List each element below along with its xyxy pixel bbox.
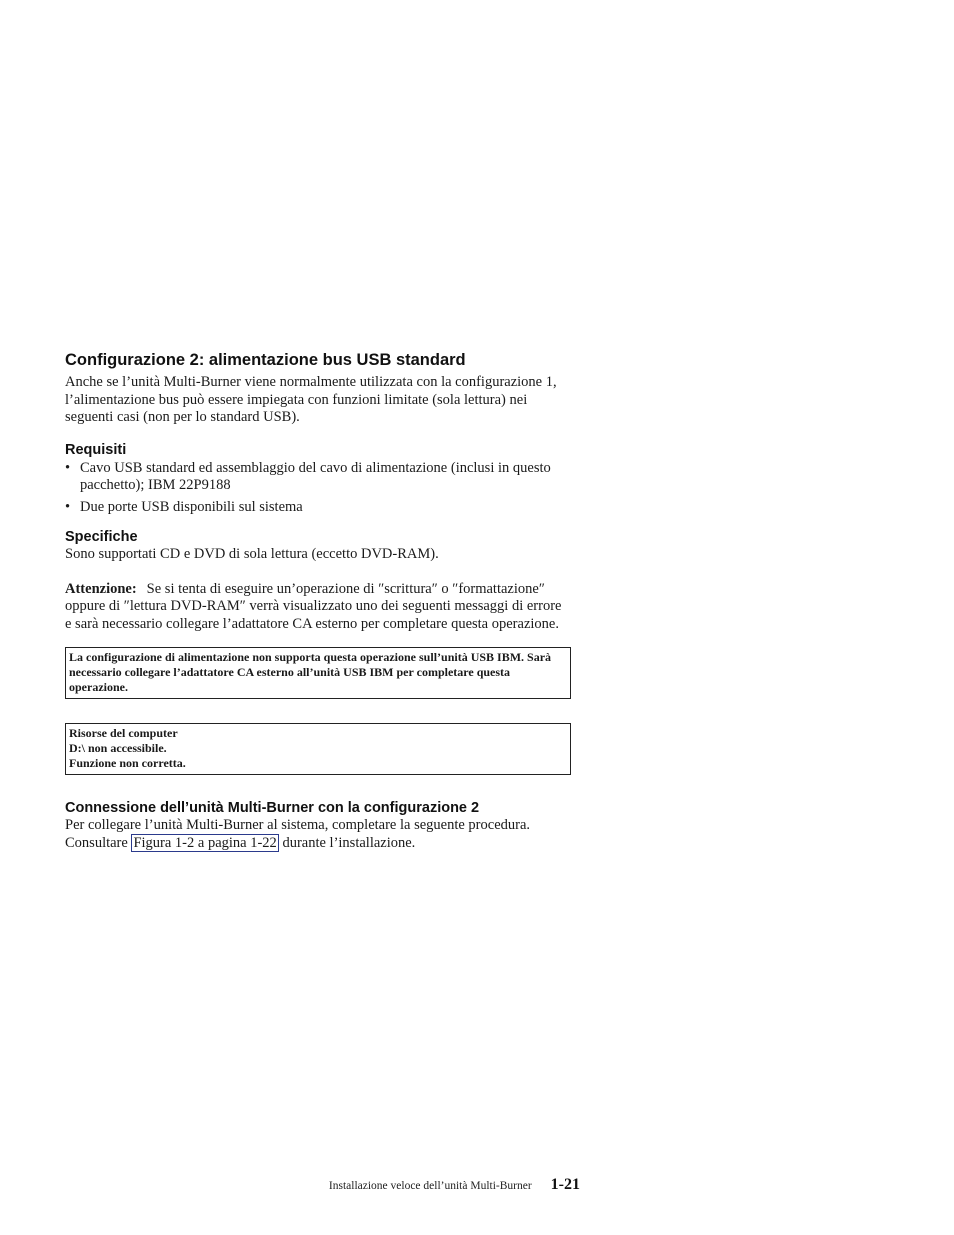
bullet-mark: •: [65, 498, 71, 515]
requisiti-heading: Requisiti: [65, 441, 127, 458]
error-message-box-2: [65, 723, 571, 775]
attention-text: Se si tenta di eseguire un’operazione di ″scrittura″ o ″formattazione″ oppure di ″lettura DVD-RAM″ verrà visualizzato uno dei seguenti messaggi di errore e sarà necessario collegare l’adattatore CA esterno per completare questa operazione.: [65, 580, 562, 632]
error-message-line: D:\ non accessibile.: [69, 741, 167, 755]
connessione-suffix: durante l’installazione.: [278, 834, 416, 851]
specifiche-text: Sono supportati CD e DVD di sola lettura (eccetto DVD-RAM).: [65, 546, 439, 562]
connessione-line-1: Per collegare l’unità Multi-Burner al sistema, completare la seguente procedura.: [65, 817, 531, 833]
connessione-heading: Connessione dell’unità Multi-Burner con la configurazione 2: [65, 800, 480, 816]
error-message-text: La configurazione di alimentazione non supporta questa operazione sull’unità USB IBM. Sarà necessario collegare l’adattatore CA esterno all’unità USB IBM per completare questa operazione.: [69, 650, 552, 694]
list-item-text: Due porte USB disponibili sul sistema: [80, 498, 303, 515]
specifiche-heading: Specifiche: [65, 529, 138, 545]
page-number: 1-21: [550, 1176, 580, 1193]
list-item: [65, 460, 571, 495]
requisiti-list: [65, 460, 571, 517]
connessione-prefix: Consultare: [65, 834, 132, 851]
attention-label: Attenzione:: [65, 580, 137, 597]
bullet-mark: •: [65, 459, 71, 476]
page-content: [65, 349, 571, 852]
list-item-text: Cavo USB standard ed assemblaggio del cavo di alimentazione (inclusi in questo pacchetto); IBM 22P9188: [80, 459, 551, 493]
list-item: [65, 499, 571, 517]
section-title: Configurazione 2: alimentazione bus USB standard: [65, 351, 466, 369]
page-footer: [316, 1176, 580, 1200]
error-message-box-1: [65, 647, 571, 699]
error-message-line: Risorse del computer: [69, 726, 178, 740]
error-message-line: Funzione non corretta.: [69, 756, 186, 770]
attention-note: [65, 581, 571, 634]
section-intro: Anche se l’unità Multi-Burner viene normalmente utilizzata con la configurazione 1, l’alimentazione bus può essere impiegata con funzioni limitate (sola lettura) nei seguenti casi (non per lo standard USB).: [65, 374, 557, 425]
figure-reference-link[interactable]: Figura 1-2 a pagina 1-22: [133, 834, 277, 851]
connessione-line-2: [65, 835, 571, 853]
footer-title: Installazione veloce dell’unità Multi-Burner: [328, 1180, 532, 1192]
